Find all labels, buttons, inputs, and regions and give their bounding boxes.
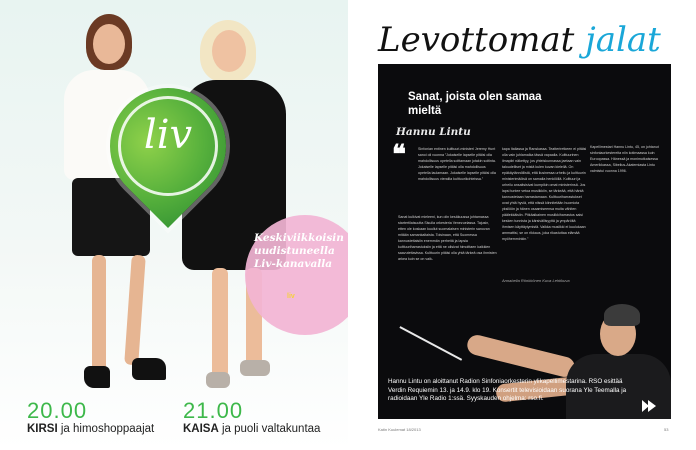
right-page xyxy=(348,0,696,450)
promo-text: Keskiviikkoisin uudistuneella Liv-kanavalla xyxy=(254,232,344,270)
show-time-1: 20.00 xyxy=(27,398,88,423)
liv-logo-text: liv xyxy=(143,112,193,158)
article-headline: Levottomat jalat xyxy=(378,20,661,60)
photo-caption: Hannu Lintu on aloittanut Radion Sinfoniaorkesterin ylikapellimestarina. RSO esittää Verdin Requiemin 13. ja 14.9. klo 19. Konsertit televisioidaan suorana Yle Teemalla ja radioidaan Yle Radio 1:ssä. Syyskauden ohjelma: rso.fi. xyxy=(388,378,627,402)
show-title-2: KAISA ja puoli valtakuntaa xyxy=(183,423,321,435)
body-column-3: Kapellimestari Hannu Lintu, 45, on johtanut sinfoniaorkestereita niin kotimaassa kuin Euroopassa. Hänessä ja monimutkaisessa Amerikkassa, Sibelius-Akatemiasta Lintu valmistui vuonna 1996. xyxy=(590,145,659,173)
article-author: Hannu Lintu xyxy=(396,126,471,138)
promo-liv-logo: liv xyxy=(287,293,295,300)
body-column-1-intro: Sinfonian entinen kulttuuri-ministeri Jeremy Hunt sanoi oli vuonna ”Jokaiselle lapselle pitäisi olla mahdollisuus opetella soittamaan jotakin soitinta. Jokaiselle lapselle pitäisi olla mahdollisuus opetella laulamaan. Jokaiselle lapselle pitäisi olla mahdollisuus vierailla kulttuurikohteissa.” xyxy=(418,147,496,181)
end-mark-icon xyxy=(642,400,656,412)
body-column-2: kapa Italiassa ja Ranskassa. Teatteriretkeen ei pitäisi olla vain juhlamalka tässä vapaalla. Kulttuurinen ilmapiiri näkettyy, jos yhteiskunnassa jaetaan vain taloudelliset ja mistä kulen kuvan kielellä. On epäkäytännöllistä, että liusinessa urheilu ja kulttuurin ministerimäöisä on samalla henkilöllä. Kulttuuri ja urheilu ansaitsisivat kumpikin omat ministerinsä. Jos lapsi tuntee vetoa musiikkiin, se tärkeää, että häntä kannustetaan harrastamaan. Kulttuuriharrastukset ovat yhtä hyviä, että niissä kiinnitetään huomiota yksilöön ja hänen osaamiseensa muita vähiten päälekkäisiin. Pitkäaikainen musiikkiharrastus saisi kesken tunnista ja kärsivällisyyttä ja ympäröitä ihmisen käyttäytymistä. Vaikka musiikki ei kuulukaan ammattisi, se on rikkaus, joka rikastuttaa elämää myöhemminkin.” xyxy=(502,147,587,241)
article-subhead: Sanat, joista olen samaa mieltä xyxy=(408,91,542,117)
baton xyxy=(400,326,463,360)
show-title-1: KIRSI ja himoshoppaajat xyxy=(27,423,155,435)
show-time-2: 21.00 xyxy=(183,398,244,423)
footer-publication: Katin Kuulemat 18/2013 xyxy=(378,427,421,432)
byline: Annabella Rönkkönen Kuva Lehtikuva xyxy=(502,278,570,283)
quote-mark-icon: ❝ xyxy=(392,140,406,170)
body-column-1: Sanat kulkivat mieleeni, kun olin kesäkuussa johtamassa startertilaisuutta Sisulla orkesteria Venezuelassa. Tajusin, etten ole koskaan kuullut suomalaisen ministerin sanovan mitään samankaltaista. Toisinaan, että Suomessa kannustettaisiin enemmän perheitä ja lapsia kulttuuriharrastuksiin ja että ne olisivat himoittaen kaikkien saavutettavissa. Kulttuurin pitäisi olla yhtä tärkeä osa ihmisten arkea kuin se on vaik- xyxy=(398,215,497,261)
article-panel xyxy=(378,64,671,419)
page-number: 53 xyxy=(664,427,669,432)
